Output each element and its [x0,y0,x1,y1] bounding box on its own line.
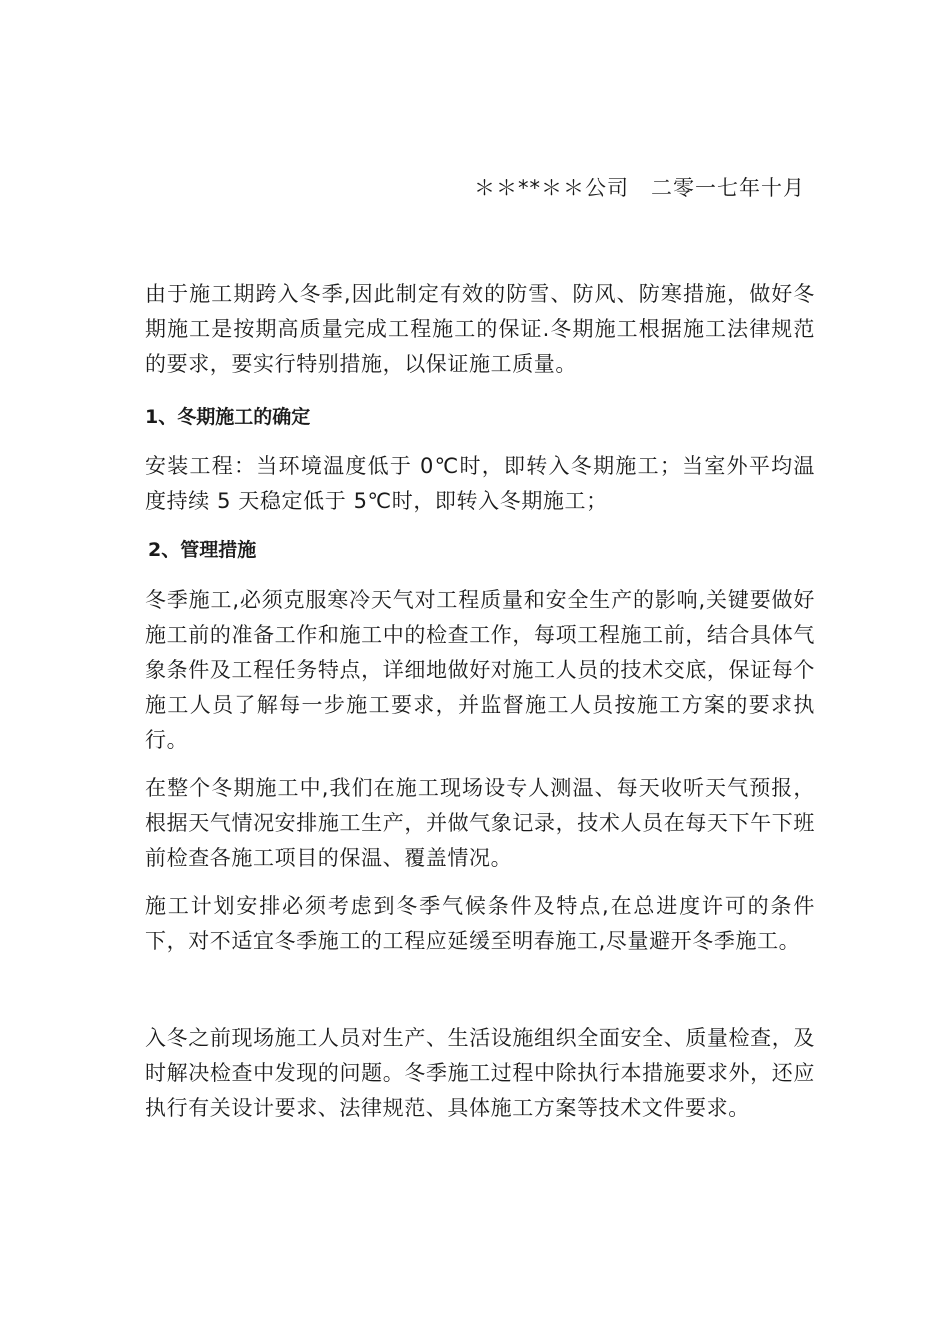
intro-paragraph: 由于施工期跨入冬季,因此制定有效的防雪、防风、防寒措施，做好冬期施工是按期高质量完成工程施工的保证.冬期施工根据施工法律规范的要求，要实行特别措施，以保证施工质量。 [145,282,815,376]
document-body [145,277,815,1126]
section-1-paragraph: 安装工程：当环境温度低于 0℃时，即转入冬期施工；当室外平均温度持续 5 天稳定低于 5℃时，即转入冬期施工； [145,454,815,513]
section-2-heading: 2、管理措施 [148,539,257,561]
section-2-paragraph-1: 冬季施工,必须克服寒冷天气对工程质量和安全生产的影响,关键要做好施工前的准备工作和施工中的检查工作，每项工程施工前，结合具体气象条件及工程任务特点，详细地做好对施工人员的技术交底，保证每个施工人员了解每一步施工要求，并监督施工人员按施工方案的要求执行。 [145,588,815,752]
section-1-heading: 1、冬期施工的确定 [145,406,311,428]
section-2-paragraph-2: 在整个冬期施工中,我们在施工现场设专人测温、每天收听天气预报，根据天气情况安排施工生产，并做气象记录，技术人员在每天下午下班前检查各施工项目的保温、覆盖情况。 [145,776,815,870]
section-2-paragraph-4: 入冬之前现场施工人员对生产、生活设施组织全面安全、质量检查，及时解决检查中发现的问题。冬季施工过程中除执行本措施要求外，还应执行有关设计要求、法律规范、具体施工方案等技术文件要求。 [145,1026,815,1120]
section-2-paragraph-3: 施工计划安排必须考虑到冬季气候条件及特点,在总进度许可的条件下，对不适宜冬季施工的工程应延缓至明春施工,尽量避开冬季施工。 [145,894,815,953]
company-date-line: ＊＊**＊＊公司 二零一七年十月 [474,176,805,200]
